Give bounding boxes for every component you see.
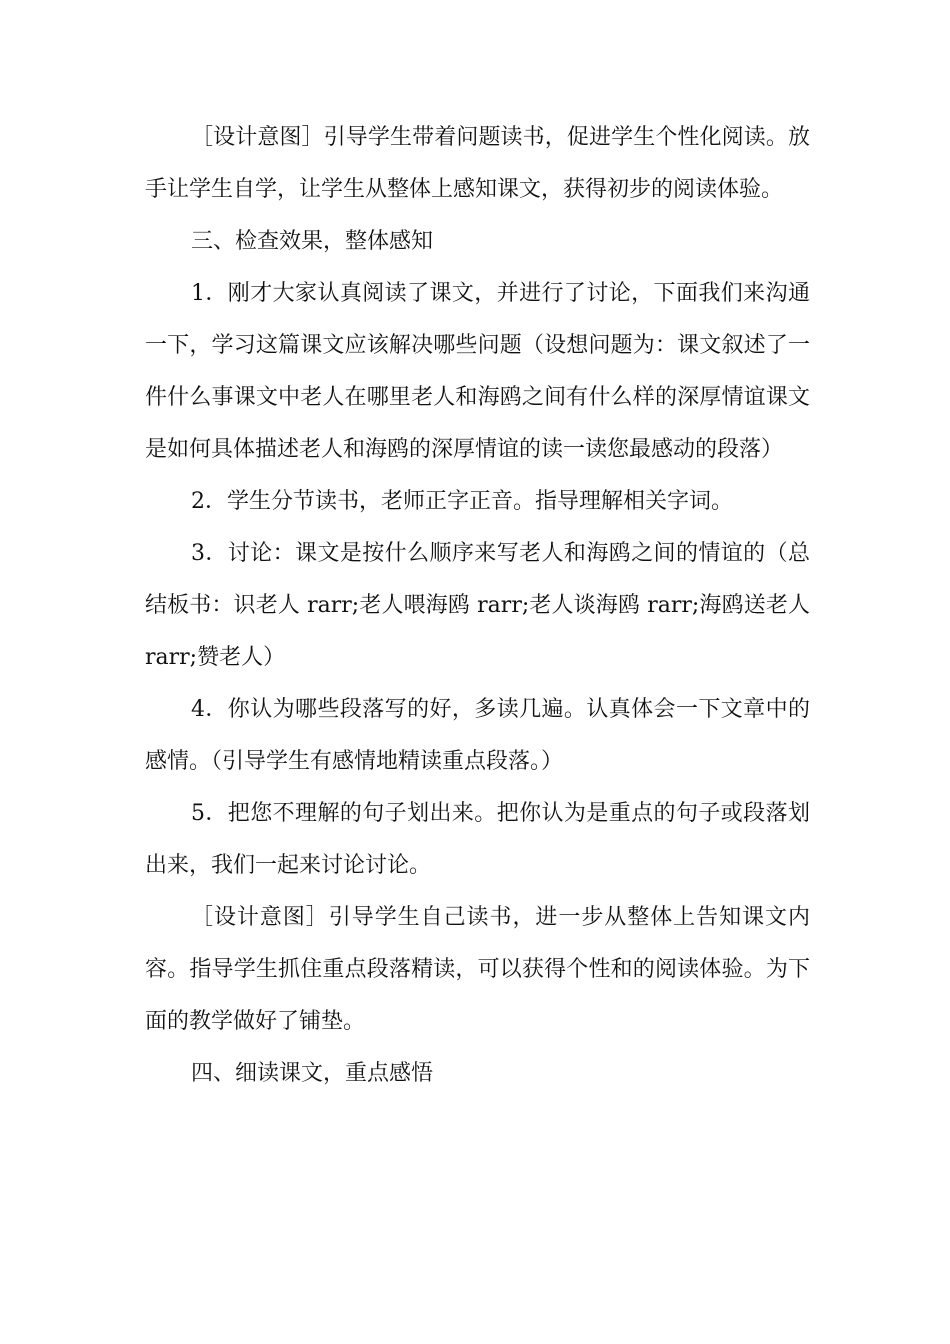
- step-2-paragraph: 2．学生分节读书，老师正字正音。指导理解相关字词。: [191, 489, 733, 514]
- step-5-paragraph: 5．把您不理解的句子划出来。把你认为是重点的句子或段落划出来，我们一起来讨论讨论。: [145, 801, 810, 878]
- section-heading-4: 四、细读课文，重点感悟: [191, 1061, 434, 1086]
- step-3-paragraph: 3．讨论：课文是按什么顺序来写老人和海鸥之间的情谊的（总结板书：识老人 rarr;老人喂海鸥 rarr;老人谈海鸥 rarr;海鸥送老人 rarr;赞老人）: [145, 541, 810, 670]
- step-1-paragraph: 1．刚才大家认真阅读了课文，并进行了讨论，下面我们来沟通一下，学习这篇课文应该解决哪些问题（设想问题为：课文叙述了一件什么事课文中老人在哪里老人和海鸥之间有什么样的深厚情谊课文是如何具体描述老人和海鸥的深厚情谊的读一读您最感动的段落）: [145, 281, 810, 462]
- document-body: [145, 112, 810, 1100]
- step-4-paragraph: 4．你认为哪些段落写的好，多读几遍。认真体会一下文章中的感情。（引导学生有感情地精读重点段落。）: [145, 697, 810, 774]
- design-intent-paragraph-1: ［设计意图］引导学生带着问题读书，促进学生个性化阅读。放手让学生自学，让学生从整体上感知课文，获得初步的阅读体验。: [145, 125, 810, 202]
- design-intent-paragraph-2: ［设计意图］引导学生自己读书，进一步从整体上告知课文内容。指导学生抓住重点段落精读，可以获得个性和的阅读体验。为下面的教学做好了铺垫。: [145, 905, 810, 1034]
- section-heading-3: 三、检查效果，整体感知: [191, 229, 434, 254]
